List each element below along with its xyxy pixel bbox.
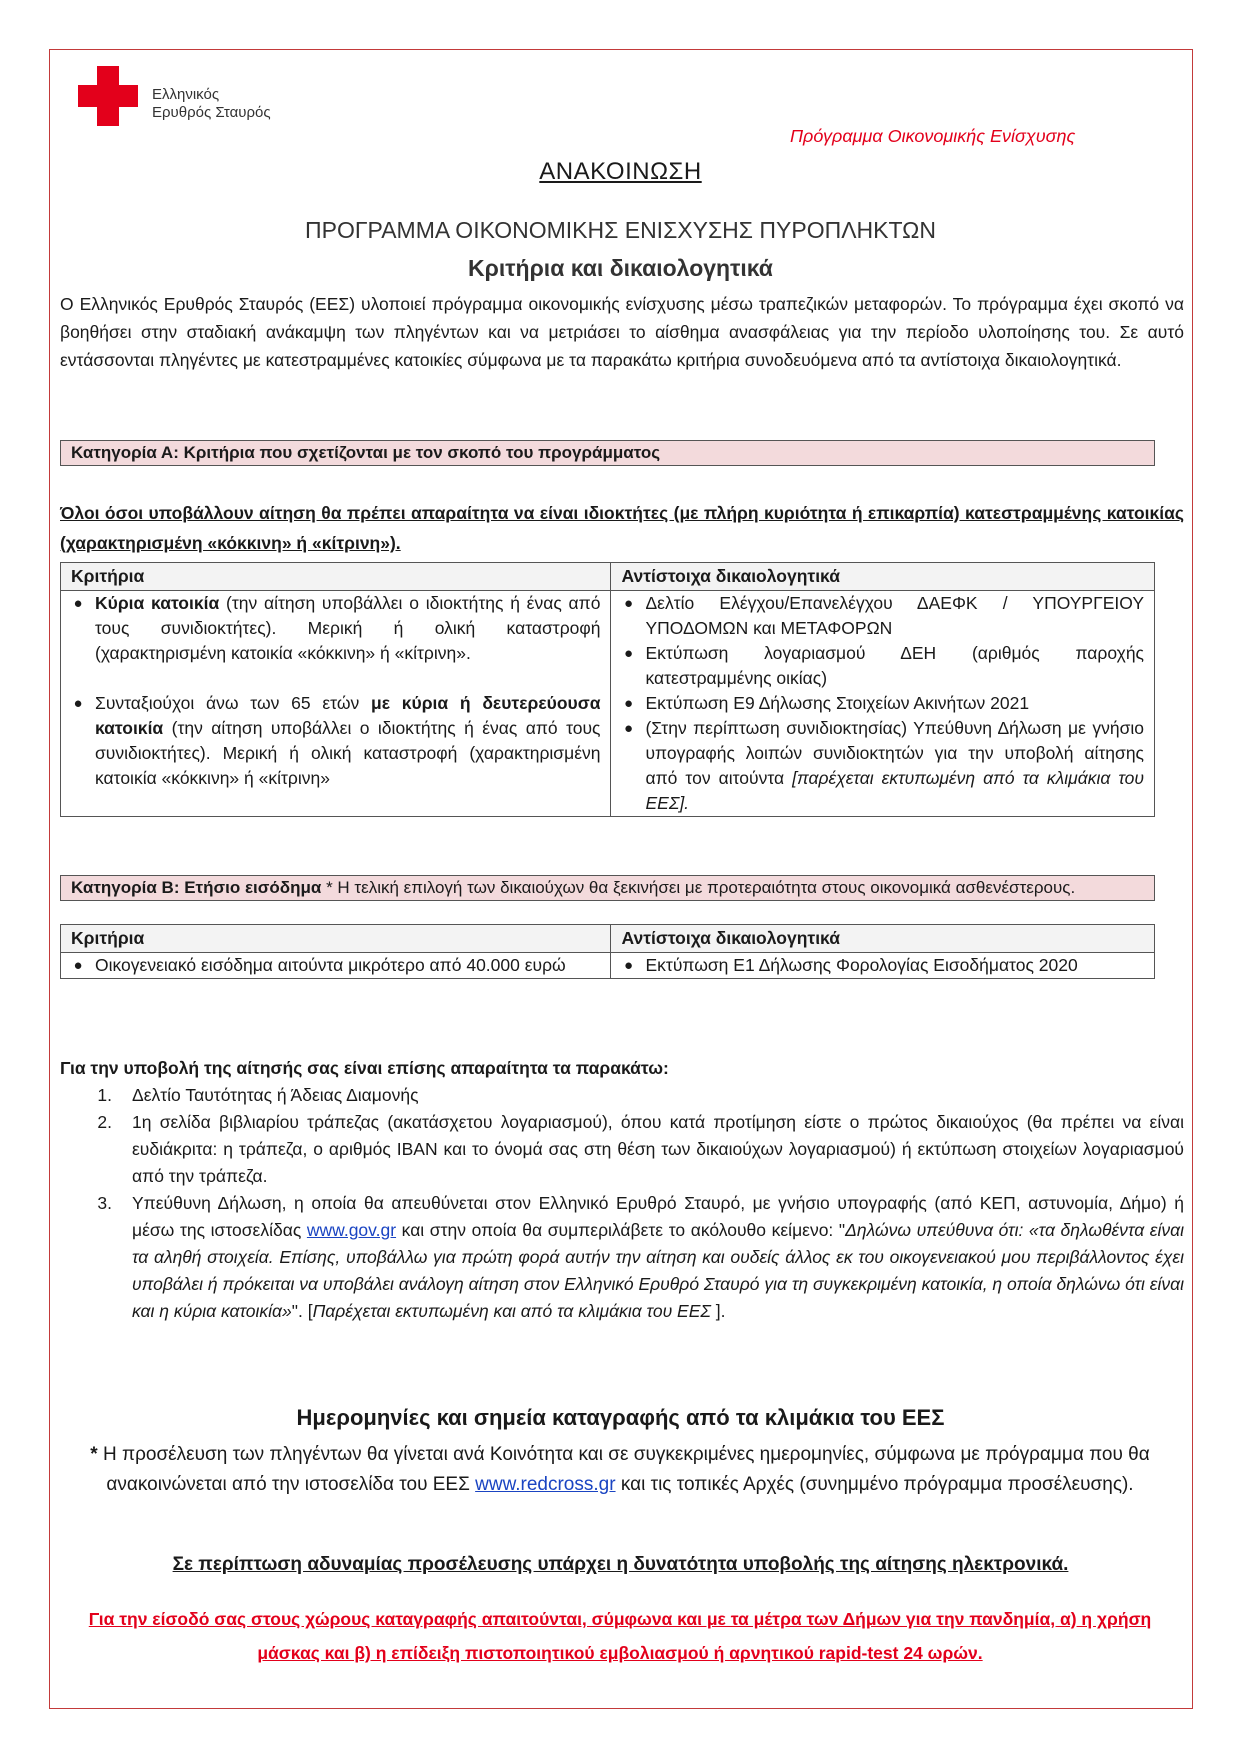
list-item xyxy=(60,1190,1184,1325)
item-text-part: ". [ xyxy=(291,1301,313,1321)
bullet-dot-icon: ● xyxy=(73,595,83,612)
item-text-part: ]. xyxy=(710,1301,726,1321)
criterion-text: (την αίτηση υποβάλλει ο ιδιοκτήτης ή ένας από τους συνιδιοκτήτες). Μερική ή ολική καταστροφή (χαρακτηρισμένη κατοικία «κόκκινη» ή «κίτρινη». xyxy=(95,593,601,663)
category-a-documents-cell xyxy=(611,591,1155,817)
list-item xyxy=(61,691,610,791)
category-b-note: * Η τελική επιλογή των δικαιούχων θα ξεκινήσει με προτεραιότητα στους οικονομικά ασθενέστερους. xyxy=(321,878,1076,897)
document-text: (Στην περίπτωση συνιδιοκτησίας) Υπεύθυνη Δήλωση με γνήσιο υπογραφής λοιπών συνιδιοκτητών για την υποβολή αίτησης από τον αιτούντα xyxy=(645,718,1144,788)
bullet-dot-icon: ● xyxy=(623,695,634,712)
category-b-criteria-cell xyxy=(61,953,611,979)
category-a-col-documents: Αντίστοιχα δικαιολογητικά xyxy=(611,563,1155,591)
category-a-criteria-cell xyxy=(61,591,611,817)
category-b-heading xyxy=(60,875,1155,901)
dates-heading: Ημερομηνίες και σημεία καταγραφής από τα κλιμάκια του ΕΕΣ xyxy=(296,1405,945,1430)
red-cross-icon xyxy=(78,66,138,126)
requirements-list xyxy=(60,1082,1184,1325)
item-number: 2. xyxy=(97,1112,112,1132)
bullet-dot-icon: ● xyxy=(623,957,634,974)
bullet-dot-icon: ● xyxy=(73,957,83,974)
redcross-link[interactable]: www.redcross.gr xyxy=(475,1474,616,1495)
item-number: 3. xyxy=(97,1193,112,1213)
program-tag: Πρόγραμμα Οικονομικής Ενίσχυσης xyxy=(790,126,1076,146)
category-b-table xyxy=(60,924,1155,979)
criterion-bold: Κύρια κατοικία xyxy=(95,593,220,613)
document-text: Εκτύπωση Ε1 Δήλωσης Φορολογίας Εισοδήματος 2020 xyxy=(645,955,1078,975)
electronic-submission-note: Σε περίπτωση αδυναμίας προσέλευσης υπάρχει η δυνατότητα υποβολής της αίτησης ηλεκτρονικά. xyxy=(172,1554,1069,1575)
criterion-text: Συνταξιούχοι άνω των 65 ετών xyxy=(95,693,371,713)
item-text xyxy=(132,1190,1184,1325)
category-b-documents-cell xyxy=(611,953,1155,979)
dates-text: και τις τοπικές Αρχές (συνημμένο πρόγραμμα προσέλευσης). xyxy=(615,1474,1134,1495)
intro-paragraph: Ο Ελληνικός Ερυθρός Σταυρός (ΕΕΣ) υλοποιεί πρόγραμμα οικονομικής ενίσχυσης μέσω τραπεζικών μεταφορών. Το πρόγραμμα έχει σκοπό να βοηθήσει στην σταδιακή ανάκαμψη των πληγέντων και να μετριάσει το αίσθημα ανασφάλειας για την περίοδο υλοποίησης του. Σε αυτό εντάσσονται πληγέντες με κατεστραμμένες κατοικίες σύμφωνα με τα παρακάτω κριτήρια συνοδευόμενα από τα αντίστοιχα δικαιολογητικά. xyxy=(60,294,1184,370)
logo-line-2: Ερυθρός Σταυρός xyxy=(152,104,271,121)
category-a-heading: Κατηγορία Α: Κριτήρια που σχετίζονται με τον σκοπό του προγράμματος xyxy=(60,440,1155,466)
list-item xyxy=(61,591,610,666)
list-item xyxy=(611,716,1154,816)
category-a-table xyxy=(60,562,1155,817)
covid-requirements-note: Για την είσοδό σας στους χώρους καταγραφής απαιτούνται, σύμφωνα και με τα μέτρα των Δήμων για την πανδημία, α) η χρήση μάσκας και β) η επίδειξη πιστοποιητικού εμβολιασμού ή αρνητικού rapid-test 24 ωρών. xyxy=(88,1609,1152,1663)
item-text: 1η σελίδα βιβλιαρίου τράπεζας (ακατάσχετου λογαριασμού), όπου κατά προτίμηση είστε ο πρώτος δικαιούχος (θα πρέπει να είναι ευδιάκριτα: η τράπεζα, ο αριθμός IBAN και το όνομά σας στη θέση των δικαιούχων λογαριασμού) ή εκτύπωση στοιχείων λογαριασμού από την τράπεζα. xyxy=(132,1112,1184,1186)
document-text: Δελτίο Ελέγχου/Επανελέγχου ΔΑΕΦΚ / ΥΠΟΥΡΓΕΙΟΥ ΥΠΟΔΟΜΩΝ και ΜΕΤΑΦΟΡΩΝ xyxy=(645,593,1144,638)
bullet-dot-icon: ● xyxy=(73,695,83,712)
logo-text xyxy=(152,86,271,122)
list-item xyxy=(61,953,610,978)
dates-text: Η προσέλευση των πληγέντων θα γίνεται ανά Κοινότητα και σε συγκεκριμένες ημερομηνίες, σύμφωνα με πρόγραμμα που θα ανακοινώνεται από την ιστοσελίδα του ΕΕΣ xyxy=(102,1444,1150,1495)
item-text-part: και στην οποία θα συμπεριλάβετε το ακόλουθο κείμενο: " xyxy=(396,1220,846,1240)
requirements-heading: Για την υποβολή της αίτησής σας είναι επίσης απαραίτητα τα παρακάτω: xyxy=(60,1058,669,1078)
bullet-dot-icon: ● xyxy=(623,645,634,662)
logo-line-1: Ελληνικός xyxy=(152,86,220,103)
star-marker: * xyxy=(90,1444,103,1465)
criterion-text: (την αίτηση υποβάλλει ο ιδιοκτήτης ή ένας από τους συνιδιοκτήτες). Μερική ή ολική καταστροφή (χαρακτηρισμένη κατοικία «κόκκινη» ή «κίτρινη» xyxy=(95,718,601,788)
item-text-part: Υπεύθυνη Δήλωση, η οποία θα απευθύνεται στον Ελληνικό Ερυθρό Σταυρό, με γνήσιο υπογραφής (από ΚΕΠ, αστυνομία, Δήμο) ή μέσω της ιστοσελίδας xyxy=(132,1193,1184,1240)
dates-paragraph xyxy=(75,1440,1165,1500)
bullet-dot-icon: ● xyxy=(623,595,634,612)
category-b-title: Κατηγορία Β: Ετήσιο εισόδημα xyxy=(71,878,322,897)
bullet-dot-icon: ● xyxy=(623,720,634,737)
red-cross-logo xyxy=(78,66,271,126)
declaration-text: Δηλώνω υπεύθυνα ότι: «τα δηλωθέντα είναι τα αληθή στοιχεία. Επίσης, υποβάλλω για πρώτη φορά αυτήν την αίτηση και ουδείς άλλος εκ του οικογενειακού μου περιβάλλοντος έχει υποβάλει ή πρόκειται να υποβάλει ανάλογη αίτηση στον Ελληνικό Ερυθρό Σταυρό για τη συγκεκριμένη κατοικία, η οποία δηλώνω ότι είναι και η κύρια κατοικία» xyxy=(132,1220,1185,1321)
category-a-col-criteria: Κριτήρια xyxy=(61,563,611,591)
item-text-italic: Παρέχεται εκτυπωμένη και από τα κλιμάκια του ΕΕΣ xyxy=(312,1301,711,1321)
document-italic: [παρέχεται εκτυπωμένη από τα κλιμάκια του ΕΕΣ]. xyxy=(645,768,1144,813)
owners-note: Όλοι όσοι υποβάλλουν αίτηση θα πρέπει απαραίτητα να είναι ιδιοκτήτες (με πλήρη κυριότητα ή επικαρπία) κατεστραμμένης κατοικίας (χαρακτηρισμένη «κόκκινη» ή «κίτρινη»). xyxy=(60,503,1184,553)
list-item xyxy=(60,1082,1184,1109)
list-item xyxy=(611,953,1154,978)
list-item xyxy=(611,691,1154,716)
category-b-col-documents: Αντίστοιχα δικαιολογητικά xyxy=(611,925,1155,953)
category-b-col-criteria: Κριτήρια xyxy=(61,925,611,953)
list-item xyxy=(611,591,1154,641)
item-number: 1. xyxy=(97,1085,112,1105)
list-item xyxy=(611,641,1154,691)
item-text: Δελτίο Ταυτότητας ή Άδειας Διαμονής xyxy=(132,1085,419,1105)
document-text: Εκτύπωση Ε9 Δήλωσης Στοιχείων Ακινήτων 2021 xyxy=(645,693,1030,713)
announcement-heading: ΑΝΑΚΟΙΝΩΣΗ xyxy=(539,158,702,185)
gov-gr-link[interactable]: www.gov.gr xyxy=(306,1220,397,1240)
document-subtitle: Κριτήρια και δικαιολογητικά xyxy=(468,255,773,281)
document-text: Εκτύπωση λογαριασμού ΔΕΗ (αριθμός παροχής κατεστραμμένης οικίας) xyxy=(645,643,1144,688)
list-item xyxy=(60,1109,1184,1190)
criterion-text: Οικογενειακό εισόδημα αιτούντα μικρότερο από 40.000 ευρώ xyxy=(95,955,566,975)
criterion-bold: με κύρια ή δευτερεύουσα κατοικία xyxy=(95,693,601,738)
document-title: ΠΡΟΓΡΑΜΜΑ ΟΙΚΟΝΟΜΙΚΗΣ ΕΝΙΣΧΥΣΗΣ ΠΥΡΟΠΛΗΚΤΩΝ xyxy=(305,217,936,243)
